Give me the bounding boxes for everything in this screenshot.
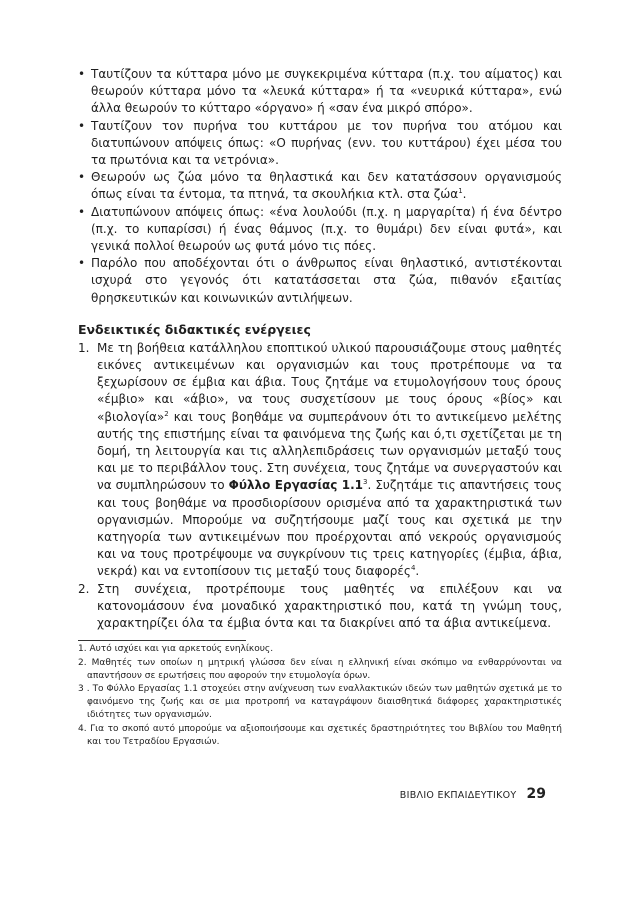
list-item: 2. Στη συνέχεια, προτρέπουμε τους μαθητές να επιλέξουν και να κατονομάσουν ένα μοναδικό χαρακτηριστικό που, κατά τη γνώμη τους, χαρακτηρίζει όλα τα έμβια όντα και τα διακρίνει από τα άβια αντικείμενα. [78, 581, 562, 631]
book-title: ΒΙΒΛΙΟ ΕΚΠΑΙΔΕΥΤΙΚΟΥ [399, 790, 517, 801]
footnotes [78, 643, 562, 749]
footnote: 3 . Το Φύλλο Εργασίας 1.1 στοχεύει στην ανίχνευση των εναλλακτικών ιδεών των μαθητών σχετικά με το φαινόμενο της ζωής και σε μια προτροπή να καταγράψουν διαισθητικά διάφορες χαρακτηριστικές ιδιότητες των οργανισμών. [78, 683, 562, 721]
footnote: 2. Μαθητές των οποίων η μητρική γλώσσα δεν είναι η ελληνική είναι σκόπιμο να ενθαρρύνονται να απαντήσουν σε ερωτήσεις που αφορούν την ετυμολογία όρων. [78, 657, 562, 681]
list-item: • Παρόλο που αποδέχονται ότι ο άνθρωπος είναι θηλαστικό, αντιστέκονται ισχυρά στο γεγονός ότι κατατάσσεται στα ζώα, πιθανόν εξαιτίας θρησκευτικών και κοινωνικών αντιλήψεων. [78, 256, 562, 305]
list-item: • Ταυτίζουν τα κύτταρα μόνο με συγκεκριμένα κύτταρα (π.χ. του αίματος) και θεωρούν κύτταρα μόνο τα «λευκά κύτταρα» ή τα «νευρικά κύτταρα», ενώ άλλα θεωρούν το κύτταρο «όργανο» ή «σαν ένα μικρό σπόρο». [78, 67, 562, 116]
worksheet-reference: Φύλλο Εργασίας 1.1 [228, 478, 364, 493]
footnote-divider [78, 640, 246, 641]
item-number: 2. [78, 581, 90, 596]
footnote: 4. Για το σκοπό αυτό μπορούμε να αξιοποιήσουμε και σχετικές δραστηριότητες του Βιβλίου του Μαθητή και του Τετραδίου Εργασιών. [78, 723, 562, 747]
page-footer [400, 786, 546, 802]
list-item: • Θεωρούν ως ζώα μόνο τα θηλαστικά και δεν κατατάσσουν οργανισμούς όπως είναι τα έντομα, τα πτηνά, τα σκουλήκια κτλ. στα ζώα$^1$. [78, 170, 562, 202]
footnote-ref: 4 [410, 564, 416, 573]
bullet-icon: • [78, 256, 86, 271]
bullet-icon: • [78, 170, 86, 185]
footnote-ref: 3 [363, 478, 368, 487]
bullet-icon: • [78, 67, 86, 81]
list-item: • Διατυπώνουν απόψεις όπως: «ένα λουλούδι (π.χ. η μαργαρίτα) ή ένα δέντρο (π.χ. το κυπαρίσσι) ή ένας θάμνος (π.χ. το θυμάρι) δεν είναι φυτά», και γενικά πολλοί θεωρούν ως φυτά μόνο τις πόες. [78, 204, 562, 254]
list-item: • Ταυτίζουν τον πυρήνα του κυττάρου με τον πυρήνα του ατόμου και διατυπώνουν απόψεις όπως: «Ο πυρήνας (ενν. του κυττάρου) έχει μέσα του τα πρωτόνια και τα νετρόνια». [78, 118, 562, 168]
list-item: 1. Με τη βοήθεια κατάλληλου εποπτικού υλικού παρουσιάζουμε στους μαθητές εικόνες αντικειμένων και οργανισμών και τους προτρέπουμε να τα ξεχωρίσουν σε έμβια και άβια. Τους ζητάμε να ετυμολογήσουν τους όρους «έμβιο» και «άβιο», να τους συσχετίσουν με τους όρους «βίος» και «βιολογία»$^2$ και τους βοηθάμε να συμπεράνουν ότι το αντικείμενο μελέτης αυτής της επιστήμης είναι τα φαινόμενα της ζωής και ό,τι σχετίζεται με τη δομή, τη λειτουργία και τις αλληλεπιδράσεις των οργανισμών μεταξύ τους και με το περιβάλλον τους. Στη συνέχεια, τους ζητάμε να συνεργαστούν και να συμπληρώσουν το Φύλλο Εργασίας $1.1^3$. Συζητάμε τις απαντήσεις τους και τους βοηθάμε να προσδιορίσουν ορισμένα από τα χαρακτηριστικά των οργανισμών. Μπορούμε να συζητήσουμε μαζί τους και σχετικά με την κατηγορία των αντικειμένων που προέρχονται από νεκρούς οργανισμούς και να τους προτρέψουμε να συγκρίνουν τις τρεις κατηγορίες (έμβια, άβια, νεκρά) και να εντοπίσουν τις μεταξύ τους διαφορές$^4$. [78, 340, 563, 579]
footnote-ref: 1 [458, 187, 463, 196]
page-number: 29 [526, 786, 546, 802]
item-number: 1. [78, 340, 90, 355]
bullet-icon: • [78, 118, 86, 133]
footnote-ref: 2 [164, 409, 169, 418]
section-title: Ενδεικτικές διδακτικές ενέργειες [78, 321, 311, 337]
activities-list [78, 340, 562, 632]
page-body [78, 66, 562, 749]
footnote: 1. Αυτό ισχύει και για αρκετούς ενηλίκους. [78, 644, 274, 655]
misconceptions-list [78, 66, 562, 307]
bullet-icon: • [78, 204, 86, 219]
